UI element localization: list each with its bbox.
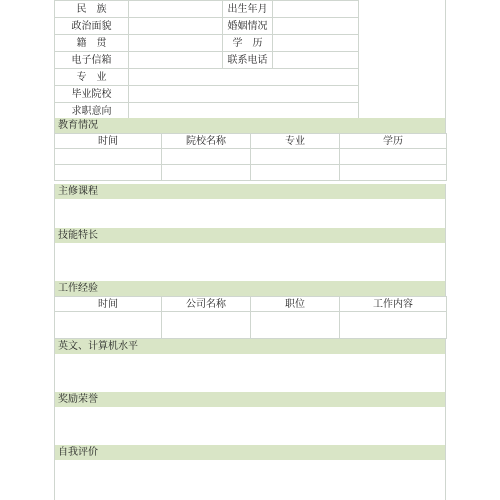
info-value-field[interactable] (129, 86, 359, 103)
table-header-row (55, 297, 447, 312)
awards-content-area[interactable] (54, 407, 446, 445)
info-value-field[interactable] (129, 69, 359, 86)
section-header-awards: 奖励荣誉 (54, 392, 446, 407)
info-label: 专 业 (55, 69, 129, 86)
info-label: 出生年月 (223, 1, 273, 18)
column-header: 时间 (55, 134, 162, 149)
column-header: 专业 (251, 134, 340, 149)
table-cell[interactable] (55, 165, 162, 181)
info-value-field[interactable] (273, 18, 359, 35)
table-cell[interactable] (162, 165, 251, 181)
personal-info-table (54, 0, 359, 120)
section-header-work: 工作经验 (54, 281, 446, 296)
table-row (55, 149, 447, 165)
skills-content-area[interactable] (54, 243, 446, 281)
table-cell[interactable] (251, 149, 340, 165)
table-cell[interactable] (251, 312, 340, 339)
section-header-self-eval: 自我评价 (54, 445, 446, 460)
column-header: 工作内容 (340, 297, 447, 312)
table-header-row (55, 134, 447, 149)
column-header: 职位 (251, 297, 340, 312)
table-cell[interactable] (340, 149, 447, 165)
info-value-field[interactable] (129, 1, 223, 18)
info-label: 籍 贯 (55, 35, 129, 52)
column-header: 院校名称 (162, 134, 251, 149)
courses-content-area[interactable] (54, 199, 446, 228)
info-value-field[interactable] (129, 52, 223, 69)
info-row (55, 69, 359, 86)
info-label: 电子信箱 (55, 52, 129, 69)
education-table (54, 133, 447, 181)
info-value-field[interactable] (273, 52, 359, 69)
info-row (55, 86, 359, 103)
photo-area (358, 0, 446, 118)
section-header-language: 英文、计算机水平 (54, 339, 446, 354)
info-label: 求职意向 (55, 103, 129, 120)
table-cell[interactable] (251, 165, 340, 181)
info-label: 联系电话 (223, 52, 273, 69)
info-label: 毕业院校 (55, 86, 129, 103)
self-eval-content-area[interactable] (54, 460, 446, 500)
info-label: 政治面貌 (55, 18, 129, 35)
table-cell[interactable] (162, 149, 251, 165)
column-header: 公司名称 (162, 297, 251, 312)
info-row (55, 103, 359, 120)
column-header: 时间 (55, 297, 162, 312)
info-value-field[interactable] (129, 35, 223, 52)
info-value-field[interactable] (273, 1, 359, 18)
info-row (55, 35, 359, 52)
language-content-area[interactable] (54, 354, 446, 392)
info-row (55, 18, 359, 35)
table-cell[interactable] (55, 312, 162, 339)
table-row (55, 165, 447, 181)
info-value-field[interactable] (273, 35, 359, 52)
work-table (54, 296, 447, 339)
info-row (55, 1, 359, 18)
section-header-courses: 主修课程 (54, 184, 446, 199)
info-value-field[interactable] (129, 18, 223, 35)
column-header: 学历 (340, 134, 447, 149)
info-value-field[interactable] (129, 103, 359, 120)
info-label: 民 族 (55, 1, 129, 18)
info-label: 学 历 (223, 35, 273, 52)
table-cell[interactable] (340, 312, 447, 339)
section-header-skills: 技能特长 (54, 228, 446, 243)
section-header-education: 教育情况 (54, 118, 446, 133)
info-row (55, 52, 359, 69)
table-cell[interactable] (340, 165, 447, 181)
table-cell[interactable] (162, 312, 251, 339)
table-row (55, 312, 447, 339)
info-label: 婚姻情况 (223, 18, 273, 35)
table-cell[interactable] (55, 149, 162, 165)
